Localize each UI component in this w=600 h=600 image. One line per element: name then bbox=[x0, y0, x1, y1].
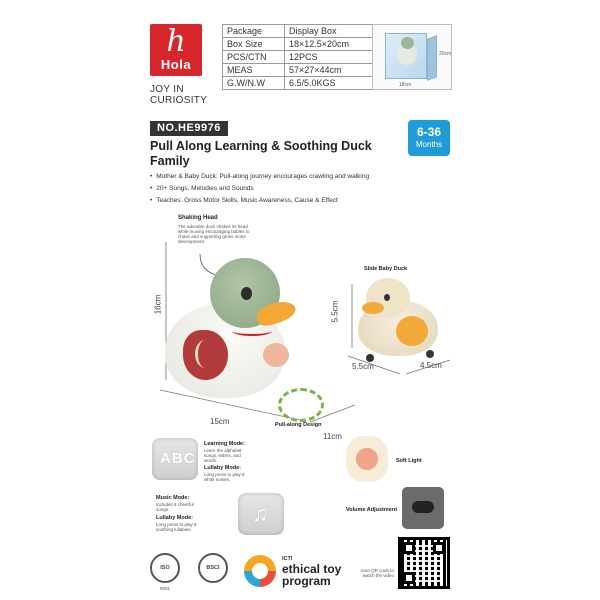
shaking-head-title: Shaking Head bbox=[178, 215, 218, 221]
list-item: • 20+ Songs, Melodies and Sounds bbox=[150, 183, 450, 195]
slide-height-label: 5.5cm bbox=[330, 300, 340, 323]
ethical-toy-logo-icon bbox=[244, 555, 276, 587]
model-number: NO.HE9976 bbox=[150, 121, 228, 136]
list-item: • Teaches: Gross Motor Skills, Music Awareness, Cause & Effect bbox=[150, 195, 450, 207]
volume-label: Volume Adjustment bbox=[346, 507, 398, 513]
rotation-arrow-icon bbox=[232, 326, 272, 336]
qr-corner bbox=[403, 542, 415, 554]
spec-key: MEAS bbox=[223, 64, 285, 77]
spec-value: Display Box bbox=[285, 25, 375, 38]
music-button-image bbox=[238, 493, 284, 535]
qr-code-icon[interactable] bbox=[398, 537, 450, 589]
spec-value: 18×12.5×20cm bbox=[285, 38, 375, 51]
lullaby-mode-2-title: Lullaby Mode: bbox=[156, 515, 193, 521]
iso-code: 9001 bbox=[159, 586, 170, 591]
table-row bbox=[223, 64, 375, 77]
qr-note: scan QR code to watch the video bbox=[360, 568, 394, 578]
brand-tagline: JOY IN CURIOSITY bbox=[150, 84, 208, 106]
volume-switch-image bbox=[402, 487, 444, 529]
box-height-label: 20cm bbox=[439, 51, 452, 57]
main-length-label: 15cm bbox=[210, 417, 230, 426]
bsci-badge-icon bbox=[198, 553, 228, 583]
main-height-label: 16cm bbox=[153, 294, 163, 315]
abc-button-image bbox=[152, 438, 198, 480]
spec-key: Box Size bbox=[223, 38, 285, 51]
slide-duck-label: Slide Baby Duck bbox=[364, 266, 408, 272]
spec-value: 57×27×44cm bbox=[285, 64, 375, 77]
spec-value: 6.5/5.0KGS bbox=[285, 77, 375, 90]
brand-name: Hola bbox=[160, 57, 192, 72]
music-mode-desc: Includes 8 cheerful songs. bbox=[156, 502, 194, 512]
learning-mode-title: Learning Mode: bbox=[204, 441, 245, 447]
slide-length-label: 5.5cm bbox=[352, 362, 374, 371]
age-range: 6-36 bbox=[416, 125, 442, 139]
qr-corner bbox=[433, 542, 445, 554]
table-row bbox=[223, 25, 375, 38]
main-width-label: 11cm bbox=[323, 432, 342, 441]
spec-value: 12PCS bbox=[285, 51, 375, 64]
bsci-label: BSCI bbox=[206, 565, 220, 571]
shaking-head-desc: The adorable duck shakes its head while moving encouraging babies to chase and supporting gross motor development. bbox=[178, 224, 250, 244]
table-row bbox=[223, 51, 375, 64]
wing-pattern bbox=[195, 340, 215, 368]
music-mode-title: Music Mode: bbox=[156, 495, 190, 501]
product-title: Pull Along Learning & Soothing Duck Family bbox=[150, 139, 372, 168]
slide-width-label: 4.5cm bbox=[420, 361, 442, 370]
logo-glyph: h bbox=[166, 24, 186, 59]
spec-table bbox=[222, 24, 375, 90]
mother-duck-wing bbox=[183, 330, 228, 380]
age-badge bbox=[408, 120, 450, 156]
lullaby-mode-title: Lullaby Mode: bbox=[204, 465, 241, 471]
ethical-toy-title bbox=[282, 563, 341, 587]
mother-duck-light bbox=[263, 343, 289, 367]
box-width-label: 18cm bbox=[399, 82, 412, 88]
age-unit: Months bbox=[415, 140, 443, 149]
iso-label: ISO bbox=[160, 565, 170, 571]
iso-badge-icon bbox=[150, 553, 180, 583]
ethical-line-1: ethical toy bbox=[282, 562, 342, 576]
lullaby-mode-2-desc: Long press to play 8 soothing lullabies. bbox=[156, 522, 197, 532]
mother-duck-eye bbox=[241, 287, 252, 300]
pull-cord bbox=[278, 388, 324, 422]
pull-along-label: Pull-along Design bbox=[275, 422, 322, 428]
feature-list bbox=[150, 171, 450, 207]
spec-key: G.W/N.W bbox=[223, 77, 285, 90]
list-item: • Mother & Baby Duck: Pull-along journey encourages crawling and walking bbox=[150, 171, 450, 183]
table-row bbox=[223, 38, 375, 51]
ethical-line-2: program bbox=[282, 574, 331, 588]
lullaby-mode-desc: Long press to play 5 white noises. bbox=[204, 472, 245, 482]
soft-light-image bbox=[346, 436, 388, 482]
display-box-image bbox=[372, 24, 452, 90]
abc-text: ABC bbox=[160, 450, 196, 467]
spec-key: Package bbox=[223, 25, 285, 38]
icti-label: ICTI bbox=[282, 556, 293, 562]
table-row bbox=[223, 77, 375, 90]
spec-key: PCS/CTN bbox=[223, 51, 285, 64]
soft-light-label: Soft Light bbox=[396, 458, 422, 464]
box-side bbox=[427, 35, 437, 81]
brand-logo bbox=[150, 24, 202, 76]
learning-mode-desc: Learn the alphabet songs, letters, and words. bbox=[204, 448, 242, 463]
mini-duck-head bbox=[401, 37, 414, 49]
qr-corner bbox=[403, 572, 415, 584]
music-note-icon: ♫ bbox=[252, 501, 269, 526]
